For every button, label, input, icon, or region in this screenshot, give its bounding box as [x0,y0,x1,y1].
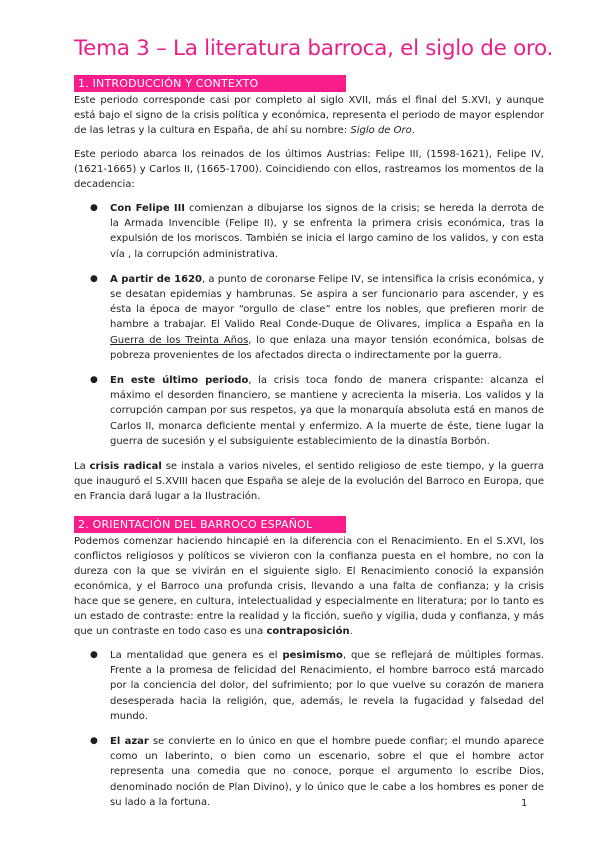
list-item: ● En este último periodo, la crisis toca fondo de manera crispante: alcanza el máximo el desorden financiero, se mantiene y acrecienta la miseria. Los validos y la corrupción campan por sus respetos, ya que la monarquía absoluta está en manos de Carlos II, monarca deficiente mental y enfermizo. A la muerte de éste, tiene lugar la guerra de sucesión y el subsiguiente establecimiento de la dinastía Borbón. [90,375,544,447]
bullet-icon: ● [90,375,98,386]
paragraph: Podemos comenzar haciendo hincapié en la diferencia con el Renacimiento. En el S.XVI, los conflictos religiosos y políticos se vivieron con la confianza puesta en el hombre, no con la dureza con la que se vivirán en el siguiente siglo. El Renacimiento conoció la expansión económica, y el Barroco una profunda crisis, llevando a una falta de confianza; y la crisis hace que se genere, en cultura, intelectualidad y especialmente en literatura; por lo tanto es un estado de contraste: entre la realidad y la ficción, sueño y vigilia, duda y confianza, y más que un contraste en todo caso es una contraposición. [74,536,544,638]
page-number: 1 [521,798,528,809]
list-item: ● El azar se convierte en lo único en que el hombre puede confiar; el mundo aparece como un laberinto, o bien como un escenario, sobre el que el hombre actor representa una comedia que no conoce, porque el argumento lo escribe Dios, denominado noción de Plan Divino), y lo único que le cabe a los hombres es poner de su lado a la fortuna. [90,736,544,808]
bullet-icon: ● [90,736,98,747]
list-item: ● A partir de 1620, a punto de coronarse Felipe IV, se intensifica la crisis económica, y se desatan epidemias y hambrunas. Se aspira a ser funcionario para ascender, y es ésta la época de mayor “orgullo de clase” entre los nobles, que prefieren morir de hambre a trabajar. El Valido Real Conde-Duque de Olivares, implica a España en la Guerra de los Treinta Años, lo que enlaza una mayor tensión económica, bolsas de pobreza provenientes de los afectados directa o indirectamente por la guerra. [90,273,545,361]
section-heading-orientacion: 2. ORIENTACIÓN DEL BARROCO ESPAÑOL [74,516,346,533]
bullet-icon: ● [90,650,98,661]
document-page [74,36,553,820]
list-item: ● Con Felipe III comienzan a dibujarse los signos de la crisis; se hereda la derrota de la Armada Invencible (Felipe II), y se enfrenta la primera crisis económica, tras la expulsión de los moriscos. También se inicia el largo camino de los validos, y con esta vía , la corrupción administrativa. [90,203,544,260]
list-item: ● La mentalidad que genera es el pesimismo, que se reflejará de múltiples formas. Frente a la promesa de felicidad del Renacimiento, el hombre barroco está marcado por la conciencia del dolor, del sufrimiento; por lo que vuelve su corazón de manera desesperada hacia la religión, que, además, le revela la fugacidad y falsedad del mundo. [90,650,545,722]
paragraph: Este periodo corresponde casi por completo al siglo XVII, más el final del S.XVI, y aunque está bajo el signo de la crisis política y económica, representa el periodo de mayor esplendor de las letras y la cultura en España, de ahí su nombre: Siglo de Oro. [74,95,544,136]
document-title: Tema 3 – La literatura barroca, el siglo de oro. [74,36,553,61]
guerra-treinta-anos-link[interactable]: Guerra de los Treinta Años [110,334,249,346]
bullet-icon: ● [90,273,98,284]
section-heading-introduccion: 1. INTRODUCCIÓN Y CONTEXTO [74,75,346,92]
emphasis-text: Siglo de Oro [350,125,412,136]
paragraph: La crisis radical se instala a varios niveles, el sentido religioso de este tiempo, y la guerra que inauguró el S.XVIII hacen que España se aleje de la evolución del Barroco en Europa, que en Francia dará lugar a la Ilustración. [74,461,544,503]
paragraph: Este periodo abarca los reinados de los últimos Austrias: Felipe III, (1598-1621), Felipe IV, (1621-1665) y Carlos II, (1665-1700). Coincidiendo con ellos, rastreamos los momentos de la decadencia: [74,149,544,190]
bullet-icon: ● [90,203,98,213]
bullet-list [74,648,544,810]
bullet-list [74,201,544,449]
